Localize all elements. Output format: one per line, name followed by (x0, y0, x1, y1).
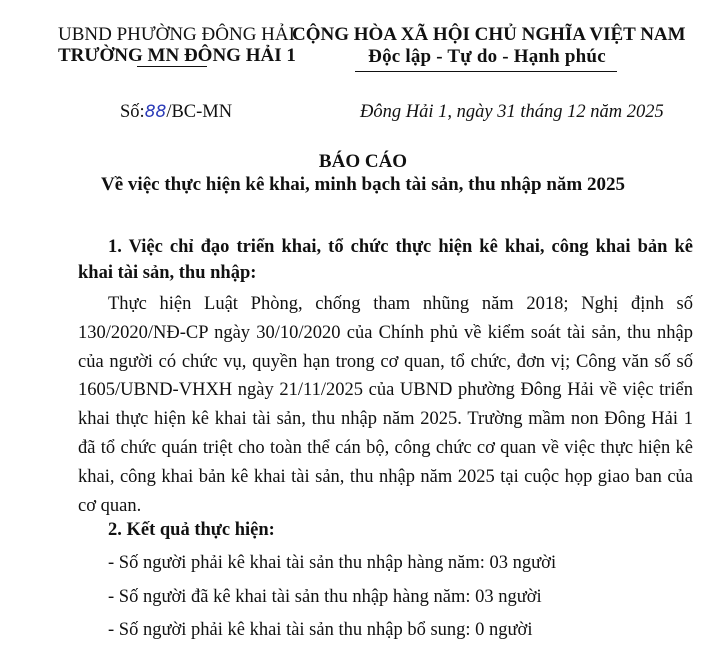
national-title: CỘNG HÒA XÃ HỘI CHỦ NGHĨA VIỆT NAM (292, 24, 686, 45)
document-title: BÁO CÁO (318, 151, 408, 172)
number-prefix: Số: (120, 102, 145, 122)
number-suffix: /BC-MN (166, 102, 233, 122)
agency-name: UBND PHƯỜNG ĐÔNG HẢI (58, 24, 295, 45)
handwritten-number: 88 (144, 102, 167, 122)
section1-paragraph: Thực hiện Luật Phòng, chống tham nhũng năm 2018; Nghị định số 130/2020/NĐ-CP ngày 30/10/2020 của Chính phủ về kiểm soát tài sản, thu nhập của người có chức vụ, quyền hạn trong cơ quan, tổ chức, đơn vị; Công văn số số 1605/UBND-VHXH ngày 21/11/2025 của UBND phường Đông Hải về việc triển khai thực hiện kê khai tài sản, thu nhập năm 2025. Trường mầm non Đông Hải 1 đã tổ chức quán triệt cho toàn thể cán bộ, công chức cơ quan về việc thực hiện kê khai, công khai bản kê khai tài sản, thu nhập năm 2025 tại cuộc họp giao ban của cơ quan. (78, 294, 693, 516)
school-name-underline (137, 66, 207, 67)
document-number (120, 102, 232, 123)
motto-underline (355, 71, 617, 72)
section2-heading: 2. Kết quả thực hiện: (108, 520, 275, 540)
list-item: - Số người phải kê khai tài sản thu nhập hàng năm: 03 người (108, 553, 557, 573)
section1-heading: 1. Việc chỉ đạo triển khai, tổ chức thực hiện kê khai, công khai bản kê khai tài sản, thu nhập: (78, 237, 693, 283)
list-item: - Số người đã kê khai tài sản thu nhập hàng năm: 03 người (108, 587, 542, 607)
list-item: - Số người phải kê khai tài sản thu nhập bổ sung: 0 người (108, 620, 533, 640)
national-motto: Độc lập - Tự do - Hạnh phúc (368, 46, 606, 67)
place-date: Đông Hải 1, ngày 31 tháng 12 năm 2025 (360, 102, 664, 122)
school-name: TRƯỜNG MN ĐÔNG HẢI 1 (58, 45, 296, 66)
document-subtitle: Về việc thực hiện kê khai, minh bạch tài sản, thu nhập năm 2025 (101, 174, 625, 195)
